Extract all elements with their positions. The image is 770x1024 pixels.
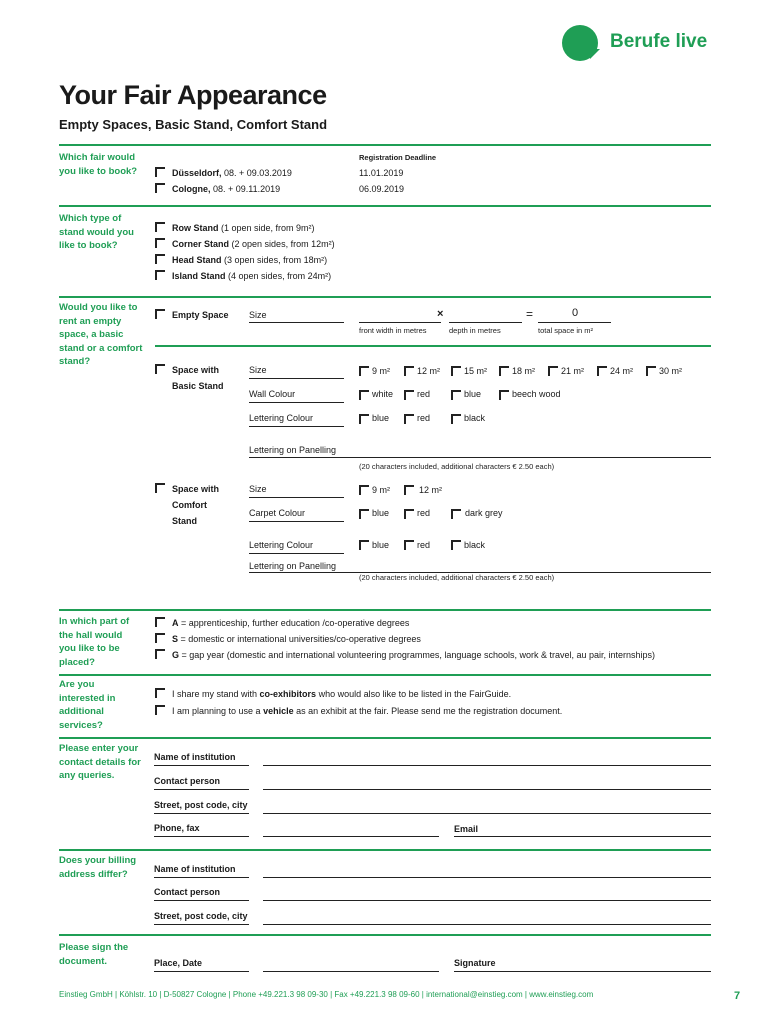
comfort-size-12: 12 m² bbox=[419, 485, 443, 495]
billing-street-label: Street, post code, city bbox=[154, 911, 248, 921]
checkbox-hall-s[interactable] bbox=[155, 633, 165, 643]
divider bbox=[59, 205, 711, 207]
divider bbox=[59, 296, 711, 298]
basic-size-12: 12 m² bbox=[417, 366, 441, 376]
carpet-colour-label: Carpet Colour bbox=[249, 508, 306, 518]
services-question: Are you interested in additional services? bbox=[59, 679, 116, 731]
comfort-size-label: Size bbox=[249, 484, 267, 494]
carpet-red: red bbox=[417, 508, 431, 518]
contact-question: Please enter your contact details for any queries. bbox=[59, 743, 141, 781]
stand-type-question: Which type of stand would you like to book? bbox=[59, 213, 134, 251]
checkbox-head-stand[interactable] bbox=[155, 254, 165, 264]
checkbox-wall-white[interactable] bbox=[359, 390, 369, 400]
deadline-header: Registration Deadline bbox=[359, 153, 437, 162]
underline bbox=[154, 836, 249, 837]
billing-street-input[interactable] bbox=[263, 924, 711, 925]
deadline-dusseldorf: 11.01.2019 bbox=[359, 168, 404, 178]
contact-street-input[interactable] bbox=[263, 813, 711, 814]
fair-question: Which fair would you like to book? bbox=[59, 152, 138, 177]
checkbox-basic-size-30[interactable] bbox=[646, 366, 656, 376]
underline bbox=[154, 900, 249, 901]
contact-street-label: Street, post code, city bbox=[154, 800, 248, 810]
comfort-lettering-blue: blue bbox=[372, 540, 390, 550]
hall-question: In which part of the hall would you like to be placed? bbox=[59, 616, 130, 668]
carpet-blue: blue bbox=[372, 508, 390, 518]
comfort-lettering-black: black bbox=[464, 540, 486, 550]
contact-phone-input[interactable] bbox=[263, 836, 439, 837]
checkbox-co-exhibitors[interactable] bbox=[155, 688, 165, 698]
depth-input[interactable] bbox=[449, 322, 522, 323]
place-date-input[interactable] bbox=[263, 971, 439, 972]
place-date-label: Place, Date bbox=[154, 958, 203, 968]
contact-institution-input[interactable] bbox=[263, 765, 711, 766]
checkbox-hall-a[interactable] bbox=[155, 617, 165, 627]
front-width-caption: front width in metres bbox=[359, 326, 427, 335]
stand-option-island: Island Stand (4 open sides, from 24m²) bbox=[172, 271, 332, 281]
checkbox-vehicle[interactable] bbox=[155, 705, 165, 715]
underline bbox=[154, 813, 249, 814]
checkbox-carpet-blue[interactable] bbox=[359, 509, 369, 519]
checkbox-wall-blue[interactable] bbox=[451, 390, 461, 400]
basic-size-18: 18 m² bbox=[512, 366, 536, 376]
total-space-field bbox=[538, 322, 611, 323]
basic-panelling-label: Lettering on Panelling bbox=[249, 445, 337, 455]
hall-option-a: A = apprenticeship, further education /co-operative degrees bbox=[172, 618, 410, 628]
checkbox-carpet-dark-grey[interactable] bbox=[451, 509, 461, 519]
checkbox-comfort-lettering-black[interactable] bbox=[451, 540, 461, 550]
basic-size-label: Size bbox=[249, 365, 267, 375]
underline bbox=[154, 765, 249, 766]
checkbox-basic-stand[interactable] bbox=[155, 364, 165, 374]
stand-option-row: Row Stand (1 open side, from 9m²) bbox=[172, 223, 315, 233]
logo-tail bbox=[590, 49, 600, 59]
empty-size-label: Size bbox=[249, 310, 267, 320]
checkbox-corner-stand[interactable] bbox=[155, 238, 165, 248]
contact-email-input[interactable] bbox=[454, 836, 711, 837]
checkbox-fair-cologne[interactable] bbox=[155, 183, 165, 193]
underline bbox=[249, 378, 344, 379]
checkbox-wall-red[interactable] bbox=[404, 390, 414, 400]
total-caption: total space in m² bbox=[538, 326, 594, 335]
stand-option-corner: Corner Stand (2 open sides, from 12m²) bbox=[172, 239, 335, 249]
billing-person-label: Contact person bbox=[154, 887, 221, 897]
comfort-lettering-red: red bbox=[417, 540, 431, 550]
wall-colour-label: Wall Colour bbox=[249, 389, 296, 399]
contact-institution-label: Name of institution bbox=[154, 752, 236, 762]
checkbox-wall-beech[interactable] bbox=[499, 390, 509, 400]
underline bbox=[249, 521, 344, 522]
basic-size-30: 30 m² bbox=[659, 366, 683, 376]
underline bbox=[249, 553, 344, 554]
underline bbox=[249, 322, 344, 323]
empty-space-label: Empty Space bbox=[172, 310, 229, 320]
page-title: Your Fair Appearance bbox=[59, 80, 327, 110]
hall-option-g: G = gap year (domestic and international volunteering programmes, language schools, work & travel, au pair, internships) bbox=[172, 650, 656, 660]
underline bbox=[154, 924, 249, 925]
wall-beech-wood: beech wood bbox=[512, 389, 561, 399]
basic-lettering-colour-label: Lettering Colour bbox=[249, 413, 314, 423]
rent-question: Would you like to rent an empty space, a basic stand or a comfort stand? bbox=[59, 302, 143, 367]
contact-email-label: Email bbox=[454, 824, 479, 834]
carpet-dark-grey: dark grey bbox=[465, 508, 503, 518]
basic-stand-label-1: Space with bbox=[172, 365, 220, 375]
checkbox-comfort-lettering-red[interactable] bbox=[404, 540, 414, 550]
services-option-co-exhibitors: I share my stand with co-exhibitors who would also like to be listed in the FairGuide. bbox=[172, 689, 512, 699]
divider bbox=[59, 737, 711, 739]
fair-option-dusseldorf: Düsseldorf, 08. + 09.03.2019 bbox=[172, 168, 292, 178]
front-width-input[interactable] bbox=[359, 322, 441, 323]
divider bbox=[59, 849, 711, 851]
billing-person-input[interactable] bbox=[263, 900, 711, 901]
checkbox-comfort-stand[interactable] bbox=[155, 483, 165, 493]
checkbox-comfort-size-9[interactable] bbox=[359, 485, 369, 495]
comfort-lettering-colour-label: Lettering Colour bbox=[249, 540, 314, 550]
basic-lettering-red: red bbox=[417, 413, 431, 423]
underline bbox=[154, 789, 249, 790]
page-number: 7 bbox=[734, 990, 741, 1002]
depth-caption: depth in metres bbox=[449, 326, 501, 335]
wall-white: white bbox=[372, 389, 394, 399]
contact-person-label: Contact person bbox=[154, 776, 221, 786]
signature-input[interactable] bbox=[454, 971, 711, 972]
comfort-size-9: 9 m² bbox=[372, 485, 390, 495]
basic-size-21: 21 m² bbox=[561, 366, 585, 376]
wall-red: red bbox=[417, 389, 431, 399]
underline bbox=[154, 877, 249, 878]
underline bbox=[249, 426, 344, 427]
divider bbox=[155, 345, 711, 347]
basic-lettering-blue: blue bbox=[372, 413, 390, 423]
divider bbox=[59, 144, 711, 146]
basic-size-15: 15 m² bbox=[464, 366, 488, 376]
total-space-value: 0 bbox=[572, 307, 579, 319]
checkbox-hall-g[interactable] bbox=[155, 649, 165, 659]
basic-stand-label-2: Basic Stand bbox=[172, 381, 224, 391]
fair-option-cologne: Cologne, 08. + 09.11.2019 bbox=[172, 184, 281, 194]
checkbox-island-stand[interactable] bbox=[155, 270, 165, 280]
checkbox-basic-lettering-red[interactable] bbox=[404, 414, 414, 424]
comfort-stand-label-2: Comfort bbox=[172, 500, 207, 510]
wall-blue: blue bbox=[464, 389, 482, 399]
underline bbox=[249, 402, 344, 403]
checkbox-basic-size-12[interactable] bbox=[404, 366, 414, 376]
deadline-cologne: 06.09.2019 bbox=[359, 184, 405, 194]
comfort-stand-label-3: Stand bbox=[172, 516, 198, 526]
page-subtitle: Empty Spaces, Basic Stand, Comfort Stand bbox=[59, 117, 328, 132]
divider bbox=[59, 674, 711, 676]
basic-size-9: 9 m² bbox=[372, 366, 390, 376]
comfort-panelling-label: Lettering on Panelling bbox=[249, 561, 337, 571]
contact-person-input[interactable] bbox=[263, 789, 711, 790]
checkbox-row-stand[interactable] bbox=[155, 222, 165, 232]
stand-option-head: Head Stand (3 open sides, from 18m²) bbox=[172, 255, 328, 265]
divider bbox=[59, 609, 711, 611]
basic-lettering-black: black bbox=[464, 413, 486, 423]
checkbox-basic-size-21[interactable] bbox=[548, 366, 558, 376]
sign-question: Please sign the document. bbox=[59, 942, 129, 967]
underline bbox=[249, 497, 344, 498]
footer-text: Einstieg GmbH | Köhlstr. 10 | D-50827 Cologne | Phone +49.221.3 98 09-30 | Fax +49.221.3 98 09-60 | international@einstieg.com | www.einstieg.com bbox=[59, 990, 594, 999]
basic-panelling-input[interactable] bbox=[249, 457, 711, 458]
checkbox-basic-lettering-blue[interactable] bbox=[359, 414, 369, 424]
billing-question: Does your billing address differ? bbox=[59, 855, 137, 880]
contact-phone-label: Phone, fax bbox=[154, 823, 200, 833]
hall-option-s: S = domestic or international universities/co-operative degrees bbox=[172, 634, 421, 644]
checkbox-fair-dusseldorf[interactable] bbox=[155, 167, 165, 177]
signature-label: Signature bbox=[454, 958, 496, 968]
checkbox-basic-size-18[interactable] bbox=[499, 366, 509, 376]
checkbox-comfort-lettering-blue[interactable] bbox=[359, 540, 369, 550]
checkbox-basic-size-15[interactable] bbox=[451, 366, 461, 376]
checkbox-basic-lettering-black[interactable] bbox=[451, 414, 461, 424]
comfort-stand-label-1: Space with bbox=[172, 484, 220, 494]
basic-size-24: 24 m² bbox=[610, 366, 634, 376]
checkbox-basic-size-24[interactable] bbox=[597, 366, 607, 376]
equals-sign: = bbox=[526, 307, 534, 321]
services-option-vehicle: I am planning to use a vehicle as an exhibit at the fair. Please send me the registration document. bbox=[172, 706, 563, 716]
divider bbox=[59, 934, 711, 936]
checkbox-empty-space[interactable] bbox=[155, 309, 165, 319]
basic-panelling-note: (20 characters included, additional characters € 2.50 each) bbox=[359, 462, 555, 471]
underline bbox=[154, 971, 249, 972]
billing-institution-label: Name of institution bbox=[154, 864, 236, 874]
times-sign: × bbox=[437, 308, 444, 320]
checkbox-basic-size-9[interactable] bbox=[359, 366, 369, 376]
billing-institution-input[interactable] bbox=[263, 877, 711, 878]
comfort-panelling-note: (20 characters included, additional characters € 2.50 each) bbox=[359, 573, 555, 582]
brand-logo: Berufe live bbox=[610, 31, 708, 52]
checkbox-comfort-size-12[interactable] bbox=[404, 485, 414, 495]
checkbox-carpet-red[interactable] bbox=[404, 509, 414, 519]
